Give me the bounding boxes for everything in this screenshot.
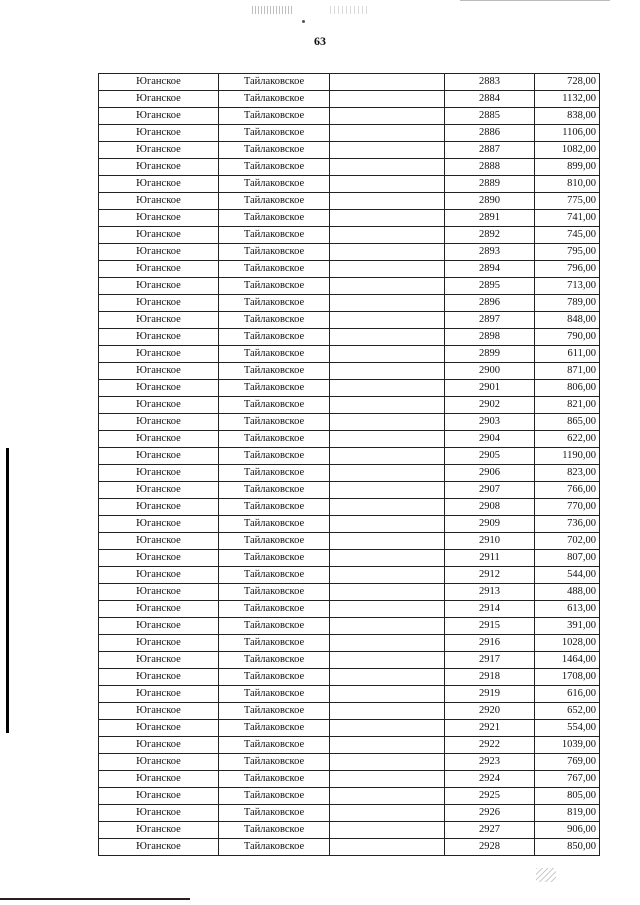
cell-number: 2903 bbox=[445, 414, 535, 431]
cell-value: 745,00 bbox=[535, 227, 600, 244]
cell-empty bbox=[330, 244, 445, 261]
cell-area-name: Тайлаковское bbox=[219, 397, 330, 414]
cell-number: 2921 bbox=[445, 720, 535, 737]
cell-value: 819,00 bbox=[535, 805, 600, 822]
cell-value: 838,00 bbox=[535, 108, 600, 125]
cell-empty bbox=[330, 482, 445, 499]
cell-field-name: Юганское bbox=[99, 397, 219, 414]
cell-value: 806,00 bbox=[535, 380, 600, 397]
cell-empty bbox=[330, 686, 445, 703]
cell-value: 775,00 bbox=[535, 193, 600, 210]
cell-empty bbox=[330, 567, 445, 584]
scan-artifact bbox=[460, 0, 610, 1]
cell-field-name: Юганское bbox=[99, 754, 219, 771]
cell-value: 702,00 bbox=[535, 533, 600, 550]
cell-area-name: Тайлаковское bbox=[219, 244, 330, 261]
table-row bbox=[99, 771, 600, 788]
table-row bbox=[99, 635, 600, 652]
cell-field-name: Юганское bbox=[99, 91, 219, 108]
cell-area-name: Тайлаковское bbox=[219, 91, 330, 108]
cell-empty bbox=[330, 465, 445, 482]
cell-value: 728,00 bbox=[535, 74, 600, 91]
cell-number: 2897 bbox=[445, 312, 535, 329]
cell-empty bbox=[330, 125, 445, 142]
cell-empty bbox=[330, 176, 445, 193]
cell-area-name: Тайлаковское bbox=[219, 516, 330, 533]
cell-value: 736,00 bbox=[535, 516, 600, 533]
cell-empty bbox=[330, 108, 445, 125]
cell-field-name: Юганское bbox=[99, 448, 219, 465]
cell-field-name: Юганское bbox=[99, 278, 219, 295]
table-row bbox=[99, 278, 600, 295]
table-row bbox=[99, 550, 600, 567]
cell-empty bbox=[330, 431, 445, 448]
cell-field-name: Юганское bbox=[99, 618, 219, 635]
cell-value: 865,00 bbox=[535, 414, 600, 431]
cell-number: 2891 bbox=[445, 210, 535, 227]
cell-value: 1082,00 bbox=[535, 142, 600, 159]
table-row bbox=[99, 686, 600, 703]
cell-empty bbox=[330, 346, 445, 363]
cell-field-name: Юганское bbox=[99, 788, 219, 805]
cell-number: 2913 bbox=[445, 584, 535, 601]
table-row bbox=[99, 261, 600, 278]
cell-field-name: Юганское bbox=[99, 210, 219, 227]
table-row bbox=[99, 210, 600, 227]
cell-number: 2899 bbox=[445, 346, 535, 363]
cell-number: 2918 bbox=[445, 669, 535, 686]
cell-empty bbox=[330, 720, 445, 737]
cell-area-name: Тайлаковское bbox=[219, 618, 330, 635]
cell-field-name: Юганское bbox=[99, 584, 219, 601]
cell-area-name: Тайлаковское bbox=[219, 822, 330, 839]
cell-value: 713,00 bbox=[535, 278, 600, 295]
cell-number: 2893 bbox=[445, 244, 535, 261]
table-row bbox=[99, 822, 600, 839]
cell-field-name: Юганское bbox=[99, 363, 219, 380]
cell-field-name: Юганское bbox=[99, 669, 219, 686]
table-row bbox=[99, 414, 600, 431]
cell-area-name: Тайлаковское bbox=[219, 193, 330, 210]
table-row bbox=[99, 839, 600, 856]
cell-field-name: Юганское bbox=[99, 720, 219, 737]
cell-value: 1028,00 bbox=[535, 635, 600, 652]
cell-value: 805,00 bbox=[535, 788, 600, 805]
cell-number: 2889 bbox=[445, 176, 535, 193]
cell-field-name: Юганское bbox=[99, 125, 219, 142]
cell-value: 871,00 bbox=[535, 363, 600, 380]
cell-field-name: Юганское bbox=[99, 482, 219, 499]
cell-number: 2914 bbox=[445, 601, 535, 618]
cell-area-name: Тайлаковское bbox=[219, 788, 330, 805]
cell-number: 2927 bbox=[445, 822, 535, 839]
table-body bbox=[99, 74, 600, 856]
table-row bbox=[99, 295, 600, 312]
cell-field-name: Юганское bbox=[99, 635, 219, 652]
cell-number: 2910 bbox=[445, 533, 535, 550]
cell-area-name: Тайлаковское bbox=[219, 839, 330, 856]
cell-area-name: Тайлаковское bbox=[219, 550, 330, 567]
cell-number: 2916 bbox=[445, 635, 535, 652]
table-row bbox=[99, 482, 600, 499]
cell-empty bbox=[330, 448, 445, 465]
cell-field-name: Юганское bbox=[99, 771, 219, 788]
cell-number: 2885 bbox=[445, 108, 535, 125]
cell-value: 767,00 bbox=[535, 771, 600, 788]
cell-field-name: Юганское bbox=[99, 295, 219, 312]
cell-area-name: Тайлаковское bbox=[219, 737, 330, 754]
cell-empty bbox=[330, 805, 445, 822]
cell-number: 2886 bbox=[445, 125, 535, 142]
scan-artifact bbox=[330, 6, 370, 14]
cell-area-name: Тайлаковское bbox=[219, 652, 330, 669]
cell-number: 2928 bbox=[445, 839, 535, 856]
cell-number: 2892 bbox=[445, 227, 535, 244]
table-row bbox=[99, 312, 600, 329]
table-row bbox=[99, 329, 600, 346]
cell-field-name: Юганское bbox=[99, 431, 219, 448]
cell-value: 1039,00 bbox=[535, 737, 600, 754]
cell-area-name: Тайлаковское bbox=[219, 210, 330, 227]
cell-value: 906,00 bbox=[535, 822, 600, 839]
table-row bbox=[99, 397, 600, 414]
table-row bbox=[99, 618, 600, 635]
cell-value: 391,00 bbox=[535, 618, 600, 635]
table-row bbox=[99, 142, 600, 159]
cell-field-name: Юганское bbox=[99, 703, 219, 720]
cell-field-name: Юганское bbox=[99, 74, 219, 91]
cell-value: 1708,00 bbox=[535, 669, 600, 686]
table-row bbox=[99, 737, 600, 754]
table-row bbox=[99, 533, 600, 550]
table-row bbox=[99, 193, 600, 210]
cell-empty bbox=[330, 142, 445, 159]
cell-area-name: Тайлаковское bbox=[219, 261, 330, 278]
cell-field-name: Юганское bbox=[99, 159, 219, 176]
cell-number: 2905 bbox=[445, 448, 535, 465]
cell-area-name: Тайлаковское bbox=[219, 669, 330, 686]
cell-empty bbox=[330, 788, 445, 805]
cell-area-name: Тайлаковское bbox=[219, 295, 330, 312]
cell-number: 2894 bbox=[445, 261, 535, 278]
cell-empty bbox=[330, 278, 445, 295]
cell-empty bbox=[330, 210, 445, 227]
cell-field-name: Юганское bbox=[99, 839, 219, 856]
cell-area-name: Тайлаковское bbox=[219, 584, 330, 601]
cell-number: 2907 bbox=[445, 482, 535, 499]
cell-empty bbox=[330, 822, 445, 839]
cell-number: 2902 bbox=[445, 397, 535, 414]
cell-empty bbox=[330, 771, 445, 788]
cell-number: 2926 bbox=[445, 805, 535, 822]
cell-empty bbox=[330, 329, 445, 346]
cell-field-name: Юганское bbox=[99, 465, 219, 482]
cell-number: 2887 bbox=[445, 142, 535, 159]
cell-field-name: Юганское bbox=[99, 108, 219, 125]
cell-value: 741,00 bbox=[535, 210, 600, 227]
table-row bbox=[99, 108, 600, 125]
cell-field-name: Юганское bbox=[99, 176, 219, 193]
cell-field-name: Юганское bbox=[99, 805, 219, 822]
cell-field-name: Юганское bbox=[99, 312, 219, 329]
cell-field-name: Юганское bbox=[99, 414, 219, 431]
table-row bbox=[99, 720, 600, 737]
cell-field-name: Юганское bbox=[99, 737, 219, 754]
table-row bbox=[99, 244, 600, 261]
cell-field-name: Юганское bbox=[99, 380, 219, 397]
cell-field-name: Юганское bbox=[99, 142, 219, 159]
scan-artifact bbox=[0, 898, 190, 900]
table-row bbox=[99, 227, 600, 244]
cell-empty bbox=[330, 618, 445, 635]
cell-number: 2884 bbox=[445, 91, 535, 108]
table-row bbox=[99, 567, 600, 584]
cell-empty bbox=[330, 397, 445, 414]
cell-number: 2923 bbox=[445, 754, 535, 771]
cell-value: 544,00 bbox=[535, 567, 600, 584]
cell-area-name: Тайлаковское bbox=[219, 448, 330, 465]
cell-value: 611,00 bbox=[535, 346, 600, 363]
cell-field-name: Юганское bbox=[99, 550, 219, 567]
cell-area-name: Тайлаковское bbox=[219, 380, 330, 397]
cell-value: 823,00 bbox=[535, 465, 600, 482]
cell-value: 848,00 bbox=[535, 312, 600, 329]
cell-value: 1190,00 bbox=[535, 448, 600, 465]
scan-artifact bbox=[536, 868, 556, 882]
cell-area-name: Тайлаковское bbox=[219, 635, 330, 652]
cell-value: 807,00 bbox=[535, 550, 600, 567]
table-row bbox=[99, 346, 600, 363]
cell-empty bbox=[330, 533, 445, 550]
table-row bbox=[99, 601, 600, 618]
cell-area-name: Тайлаковское bbox=[219, 74, 330, 91]
cell-value: 789,00 bbox=[535, 295, 600, 312]
cell-area-name: Тайлаковское bbox=[219, 414, 330, 431]
table-row bbox=[99, 176, 600, 193]
scan-artifact bbox=[6, 448, 9, 733]
cell-value: 488,00 bbox=[535, 584, 600, 601]
cell-area-name: Тайлаковское bbox=[219, 686, 330, 703]
cell-value: 1106,00 bbox=[535, 125, 600, 142]
cell-number: 2920 bbox=[445, 703, 535, 720]
cell-field-name: Юганское bbox=[99, 244, 219, 261]
cell-number: 2922 bbox=[445, 737, 535, 754]
table-row bbox=[99, 805, 600, 822]
cell-empty bbox=[330, 159, 445, 176]
cell-area-name: Тайлаковское bbox=[219, 703, 330, 720]
cell-value: 613,00 bbox=[535, 601, 600, 618]
cell-field-name: Юганское bbox=[99, 822, 219, 839]
cell-empty bbox=[330, 193, 445, 210]
table-row bbox=[99, 584, 600, 601]
cell-empty bbox=[330, 601, 445, 618]
cell-area-name: Тайлаковское bbox=[219, 159, 330, 176]
cell-number: 2898 bbox=[445, 329, 535, 346]
cell-area-name: Тайлаковское bbox=[219, 329, 330, 346]
cell-field-name: Юганское bbox=[99, 601, 219, 618]
table-row bbox=[99, 516, 600, 533]
cell-number: 2911 bbox=[445, 550, 535, 567]
cell-number: 2915 bbox=[445, 618, 535, 635]
cell-area-name: Тайлаковское bbox=[219, 125, 330, 142]
cell-number: 2904 bbox=[445, 431, 535, 448]
cell-area-name: Тайлаковское bbox=[219, 805, 330, 822]
page-number: 63 bbox=[314, 34, 326, 48]
cell-area-name: Тайлаковское bbox=[219, 499, 330, 516]
data-table bbox=[98, 73, 600, 856]
cell-number: 2908 bbox=[445, 499, 535, 516]
cell-area-name: Тайлаковское bbox=[219, 176, 330, 193]
cell-number: 2901 bbox=[445, 380, 535, 397]
scan-artifact bbox=[302, 20, 305, 23]
cell-value: 796,00 bbox=[535, 261, 600, 278]
cell-area-name: Тайлаковское bbox=[219, 346, 330, 363]
cell-number: 2900 bbox=[445, 363, 535, 380]
scan-artifact bbox=[252, 6, 294, 14]
cell-field-name: Юганское bbox=[99, 533, 219, 550]
cell-empty bbox=[330, 363, 445, 380]
cell-empty bbox=[330, 652, 445, 669]
cell-empty bbox=[330, 261, 445, 278]
cell-value: 899,00 bbox=[535, 159, 600, 176]
cell-value: 1132,00 bbox=[535, 91, 600, 108]
table-row bbox=[99, 788, 600, 805]
cell-value: 850,00 bbox=[535, 839, 600, 856]
cell-value: 790,00 bbox=[535, 329, 600, 346]
cell-field-name: Юганское bbox=[99, 329, 219, 346]
cell-field-name: Юганское bbox=[99, 261, 219, 278]
cell-value: 770,00 bbox=[535, 499, 600, 516]
cell-empty bbox=[330, 516, 445, 533]
cell-field-name: Юганское bbox=[99, 346, 219, 363]
table-row bbox=[99, 363, 600, 380]
cell-number: 2906 bbox=[445, 465, 535, 482]
cell-area-name: Тайлаковское bbox=[219, 567, 330, 584]
cell-value: 795,00 bbox=[535, 244, 600, 261]
table-row bbox=[99, 669, 600, 686]
cell-number: 2883 bbox=[445, 74, 535, 91]
cell-value: 1464,00 bbox=[535, 652, 600, 669]
cell-number: 2912 bbox=[445, 567, 535, 584]
cell-empty bbox=[330, 635, 445, 652]
cell-empty bbox=[330, 312, 445, 329]
cell-field-name: Юганское bbox=[99, 516, 219, 533]
cell-empty bbox=[330, 499, 445, 516]
cell-number: 2909 bbox=[445, 516, 535, 533]
cell-number: 2919 bbox=[445, 686, 535, 703]
cell-empty bbox=[330, 550, 445, 567]
cell-area-name: Тайлаковское bbox=[219, 754, 330, 771]
table-row bbox=[99, 499, 600, 516]
cell-value: 810,00 bbox=[535, 176, 600, 193]
cell-empty bbox=[330, 737, 445, 754]
cell-number: 2924 bbox=[445, 771, 535, 788]
cell-area-name: Тайлаковское bbox=[219, 720, 330, 737]
cell-area-name: Тайлаковское bbox=[219, 278, 330, 295]
table-row bbox=[99, 125, 600, 142]
cell-empty bbox=[330, 754, 445, 771]
cell-empty bbox=[330, 584, 445, 601]
cell-empty bbox=[330, 669, 445, 686]
cell-area-name: Тайлаковское bbox=[219, 482, 330, 499]
cell-area-name: Тайлаковское bbox=[219, 465, 330, 482]
cell-field-name: Юганское bbox=[99, 652, 219, 669]
cell-value: 769,00 bbox=[535, 754, 600, 771]
cell-area-name: Тайлаковское bbox=[219, 363, 330, 380]
cell-empty bbox=[330, 295, 445, 312]
cell-field-name: Юганское bbox=[99, 227, 219, 244]
cell-value: 652,00 bbox=[535, 703, 600, 720]
cell-field-name: Юганское bbox=[99, 567, 219, 584]
table-row bbox=[99, 703, 600, 720]
cell-area-name: Тайлаковское bbox=[219, 227, 330, 244]
cell-empty bbox=[330, 839, 445, 856]
cell-value: 554,00 bbox=[535, 720, 600, 737]
cell-empty bbox=[330, 74, 445, 91]
cell-empty bbox=[330, 380, 445, 397]
table-row bbox=[99, 431, 600, 448]
table-row bbox=[99, 652, 600, 669]
cell-number: 2896 bbox=[445, 295, 535, 312]
cell-area-name: Тайлаковское bbox=[219, 142, 330, 159]
cell-field-name: Юганское bbox=[99, 686, 219, 703]
cell-empty bbox=[330, 227, 445, 244]
cell-area-name: Тайлаковское bbox=[219, 533, 330, 550]
cell-value: 616,00 bbox=[535, 686, 600, 703]
cell-number: 2890 bbox=[445, 193, 535, 210]
table-row bbox=[99, 91, 600, 108]
cell-number: 2917 bbox=[445, 652, 535, 669]
cell-empty bbox=[330, 703, 445, 720]
cell-value: 766,00 bbox=[535, 482, 600, 499]
table-row bbox=[99, 448, 600, 465]
cell-area-name: Тайлаковское bbox=[219, 601, 330, 618]
cell-value: 821,00 bbox=[535, 397, 600, 414]
table-row bbox=[99, 754, 600, 771]
cell-value: 622,00 bbox=[535, 431, 600, 448]
table-row bbox=[99, 74, 600, 91]
cell-number: 2888 bbox=[445, 159, 535, 176]
table-row bbox=[99, 159, 600, 176]
cell-empty bbox=[330, 91, 445, 108]
cell-area-name: Тайлаковское bbox=[219, 108, 330, 125]
cell-number: 2925 bbox=[445, 788, 535, 805]
cell-field-name: Юганское bbox=[99, 499, 219, 516]
cell-empty bbox=[330, 414, 445, 431]
cell-area-name: Тайлаковское bbox=[219, 312, 330, 329]
cell-area-name: Тайлаковское bbox=[219, 431, 330, 448]
cell-field-name: Юганское bbox=[99, 193, 219, 210]
table-row bbox=[99, 465, 600, 482]
cell-area-name: Тайлаковское bbox=[219, 771, 330, 788]
cell-number: 2895 bbox=[445, 278, 535, 295]
table-row bbox=[99, 380, 600, 397]
